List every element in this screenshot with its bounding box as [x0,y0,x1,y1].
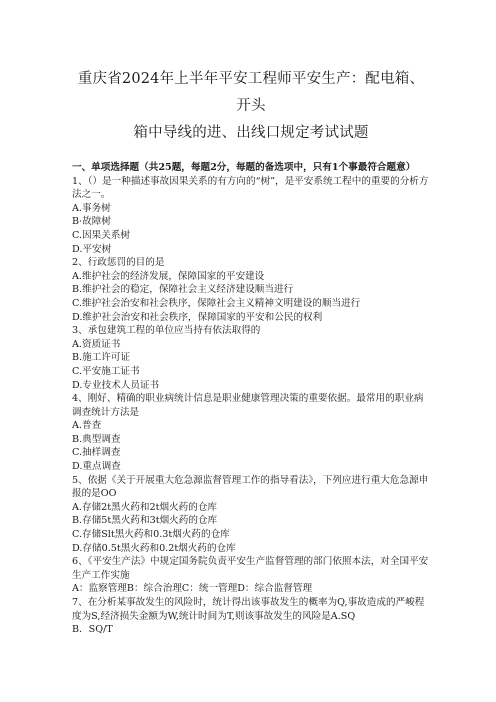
answer-option: B.典型调查 [72,433,121,445]
answer-option: A.存储2t黑火药和2t烟火药的仓库 [72,501,218,513]
answer-option: D.存储0.5t黑火药和0.2t烟火药的仓库 [72,542,236,554]
question-stem: 3、承包建筑工程的单位应当持有依法取得的 [72,325,261,337]
answer-option: D.重点调查 [72,461,121,473]
question-stem: 5、依据《关于开展重大危急源监督管理工作的指导看法》，下列应进行重大危急源申报的是OO [72,474,429,500]
answer-option: D.平安树 [72,243,112,255]
answer-option: D.专业技术人员证书 [72,379,160,391]
question-stem: 4、刚好、精确的职业病统计信息是职业健康管理决策的重要依据。最常用的职业病调查统计方法是 [72,393,424,418]
answer-option: C.因果关系树 [72,229,131,241]
question-stem: 6、《平安生产法》中规定国务院负责平安生产监督管理的部门依照本法，对全国平安生产工作实施 [72,556,429,581]
answer-option: B.维护社会的稳定，保障社会主义经济建设顺当进行 [72,284,294,296]
answer-option: A.事务树 [72,202,111,214]
answer-option: A.普查 [72,420,102,432]
answer-option: A.维护社会的经济发展，保障国家的平安建设 [72,270,265,282]
answer-option: C.平安施工证书 [72,365,140,377]
answer-option: B.施工许可证 [72,352,131,364]
document-page [72,66,430,637]
question-list [72,175,430,637]
answer-option: D.维护社会治安和社会秩序，保障国家的平安和公民的权利 [72,311,323,323]
answer-option: C.抽样调查 [72,447,121,459]
question-stem: 1、（）是一种描述事故因果关系的有方向的“树”，是平安系统工程中的重要的分析方法之一。 [72,175,429,201]
section-heading: 一、单项选择题（共25题，每题2分，每题的备选项中，只有1个事最符合题意） [72,162,416,173]
question-stem: 2、行政惩罚的目的是 [72,257,165,269]
answer-option: A：监察管理B：综合治理C：统一管理D：综合监督管理 [72,583,313,595]
document-title [72,66,430,147]
question-stem: 7、在分析某事故发生的风险时，统计得出该事故发生的概率为Q,事故造成的严峻程度为S,经济损失金额为W,统计时间为T,则该事故发生的风险是A.SQ [72,597,425,622]
answer-option: B·故障树 [72,216,111,228]
title-line-1: 重庆省2024年上半年平安工程师平安生产：配电箱、开头 [77,71,425,114]
answer-option: B．SQ/T [72,624,113,636]
answer-option: B.存储5t黑火药和3t烟火药的仓库 [72,515,218,527]
title-line-2: 箱中导线的进、出线口规定考试试题 [133,125,369,141]
answer-option: C.维护社会治安和社会秩序，保障社会主义精神文明建设的顺当进行 [72,297,361,309]
answer-option: C.存储Slt黑火药和0.3t烟火药的仓库 [72,529,230,541]
answer-option: A.资质证书 [72,338,121,350]
